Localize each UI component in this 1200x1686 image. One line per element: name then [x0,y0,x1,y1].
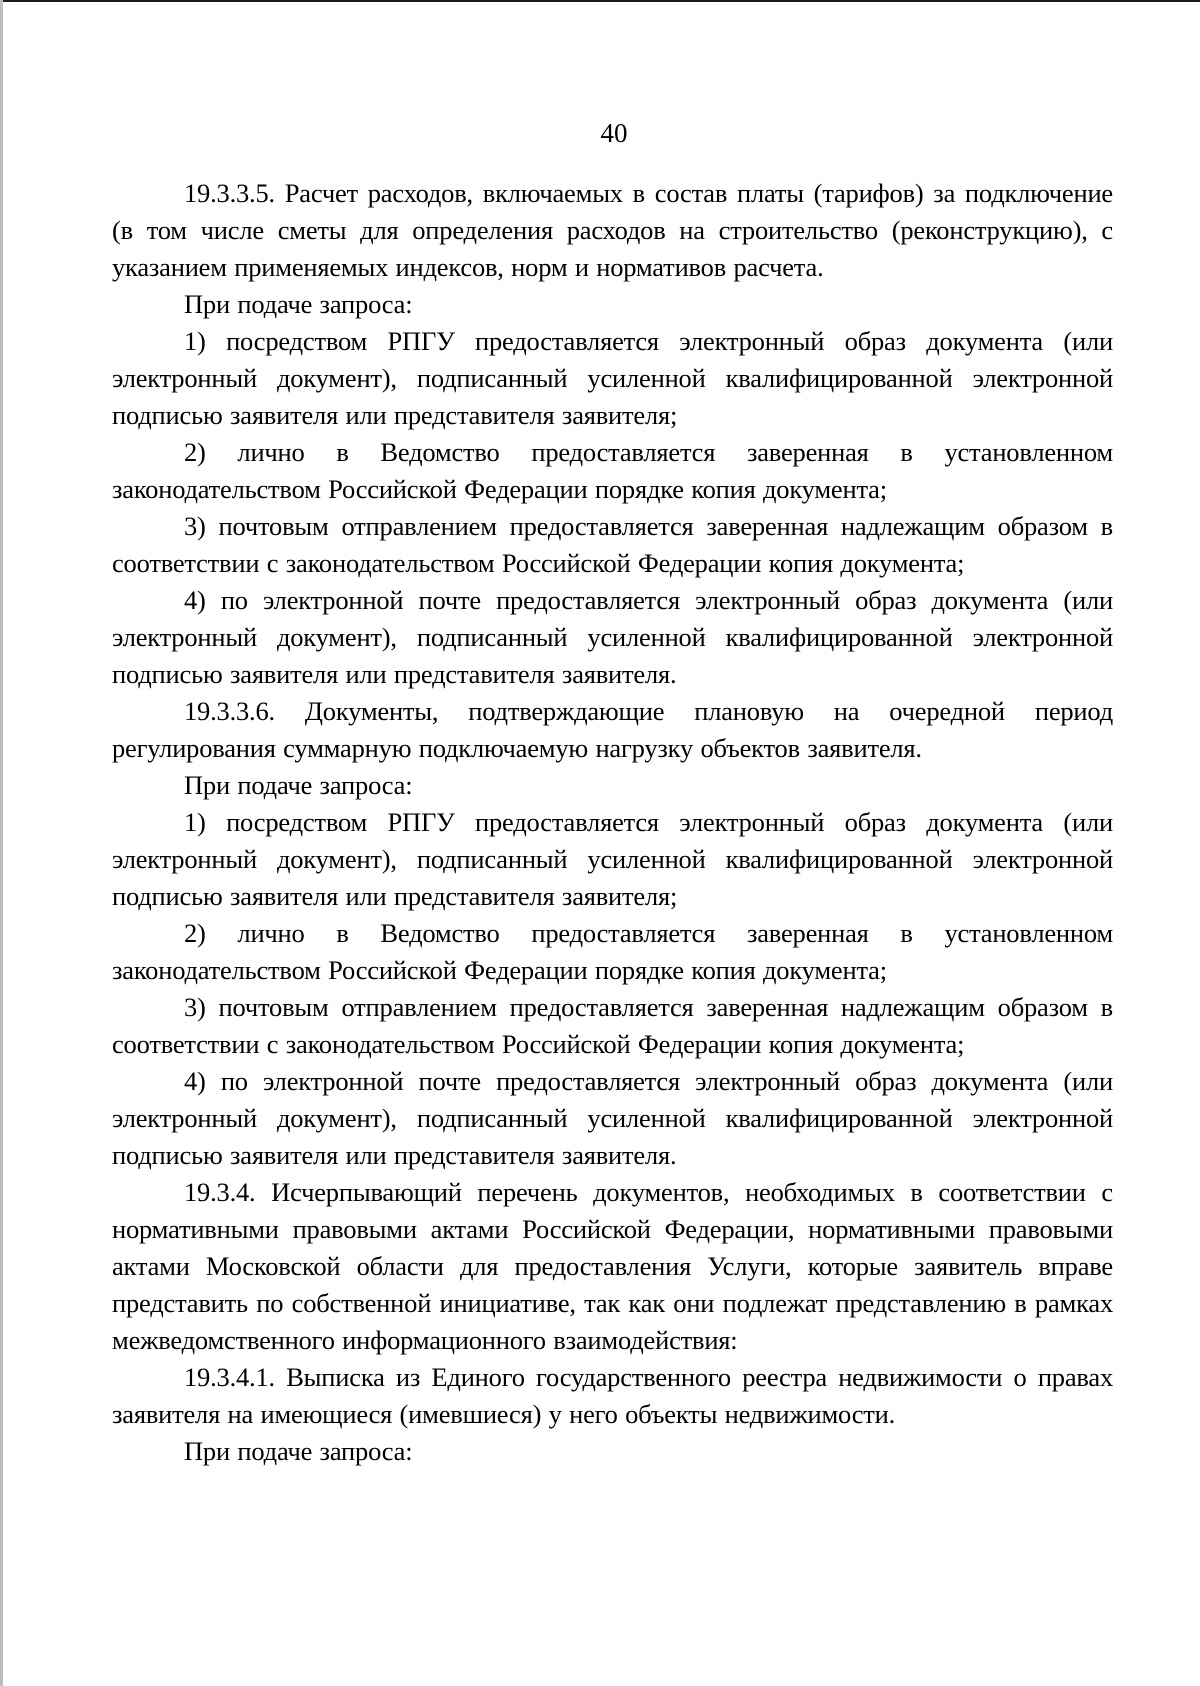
list-item-in-person: 2) лично в Ведомство предоставляется заверенная в установленном законодательством Российской Федерации порядке копия документа; [112,918,1113,985]
document-body [112,175,1113,1470]
list-item-in-person: 2) лично в Ведомство предоставляется заверенная в установленном законодательством Российской Федерации порядке копия документа; [112,437,1113,504]
list-item-postal: 3) почтовым отправлением предоставляется заверенная надлежащим образом в соответствии с законодательством Российской Федерации копия документа; [112,511,1113,578]
paragraph-19-3-4: 19.3.4. Исчерпывающий перечень документов, необходимых в соответствии с нормативными правовыми актами Российской Федерации, нормативными правовыми актами Московской области для предоставления Услуги, которые заявитель вправе представить по собственной инициативе, так как они подлежат представлению в рамках межведомственного информационного взаимодействия: [112,1177,1113,1355]
list-item-email: 4) по электронной почте предоставляется электронный образ документа (или электронный документ), подписанный усиленной квалифицированной электронной подписью заявителя или представителя заявителя. [112,1066,1113,1170]
paragraph-request-intro: При подаче запроса: [184,289,413,319]
list-item-email: 4) по электронной почте предоставляется электронный образ документа (или электронный документ), подписанный усиленной квалифицированной электронной подписью заявителя или представителя заявителя. [112,585,1113,689]
list-item-rpgu: 1) посредством РПГУ предоставляется электронный образ документа (или электронный документ), подписанный усиленной квалифицированной электронной подписью заявителя или представителя заявителя; [112,807,1113,911]
list-item-postal: 3) почтовым отправлением предоставляется заверенная надлежащим образом в соответствии с законодательством Российской Федерации копия документа; [112,992,1113,1059]
paragraph-19-3-4-1: 19.3.4.1. Выписка из Единого государственного реестра недвижимости о правах заявителя на имеющиеся (имевшиеся) у него объекты недвижимости. [112,1362,1113,1429]
paragraph-request-intro: При подаче запроса: [184,770,413,800]
paragraph-19-3-3-5: 19.3.3.5. Расчет расходов, включаемых в состав платы (тарифов) за подключение (в том числе сметы для определения расходов на строительство (реконструкцию), с указанием применяемых индексов, норм и нормативов расчета. [112,178,1113,282]
paragraph-19-3-3-6: 19.3.3.6. Документы, подтверждающие плановую на очередной период регулирования суммарную подключаемую нагрузку объектов заявителя. [112,696,1113,763]
list-item-rpgu: 1) посредством РПГУ предоставляется электронный образ документа (или электронный документ), подписанный усиленной квалифицированной электронной подписью заявителя или представителя заявителя; [112,326,1113,430]
scan-left-edge [0,0,3,1686]
page-number: 40 [600,118,628,148]
paragraph-request-intro: При подаче запроса: [184,1436,413,1466]
scan-top-edge [0,0,1200,2]
